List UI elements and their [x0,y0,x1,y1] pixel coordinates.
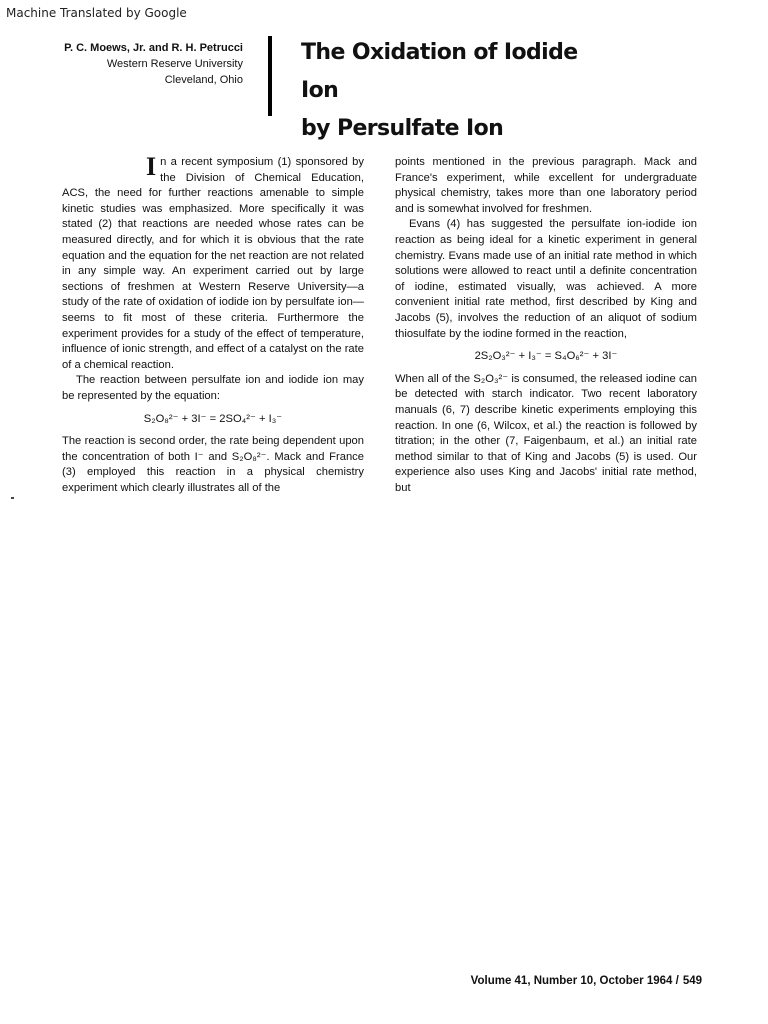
order-paragraph: The reaction is second order, the rate being dependent upon the concentration of both I⁻ and S₂O₈²⁻. Mack and France (3) employed this reaction in a physical chemistry experiment which clearly illustrates all of the [62,435,364,494]
scan-speck [11,497,14,499]
equation-1: S₂O₈²⁻ + 3I⁻ = 2SO₄²⁻ + I₃⁻ [143,412,283,425]
drop-cap: I [146,152,157,181]
article-title [301,34,601,148]
continuation-paragraph: points mentioned in the previous paragraph. Mack and France's experiment, while excellent for undergraduate physical chemistry, takes more than one laboratory period and is somewhat involved for freshmen. [395,156,697,215]
intro-paragraph [62,152,364,373]
intro-text: n a recent symposium (1) sponsored by the Division of Chemical Education, ACS, the need for further reactions amenable to simple kinetic studies was emphasized. More specifically it was stated (2) that reactions are needed whose rates can be measured directly, and for which it is obvious that the rate equation and the equation for the net reaction are not related in any simple way. An experiment carried out by large sections of freshmen at Western Reserve University—a study of the rate of oxidation of iodide ion by persulfate ion—seems to fit most of these criteria. Furthermore the experiment provides for a study of the effect of temperature, influence of ionic strength, and effect of a catalyst on the rate of a chemical reaction. [62,156,364,371]
author-block [40,40,243,88]
author-institution: Western Reserve University [106,58,243,70]
right-column [395,155,697,496]
author-city: Cleveland, Ohio [164,74,243,86]
evans-paragraph: Evans (4) has suggested the persulfate ion-iodide ion reaction as being ideal for a kinetic experiment in general chemistry. Evans made use of an initial rate method in which solutions were allowed to react until a definite concentration of iodine, estimated visually, was achieved. A more convenient initial rate method, first described by King and Jacobs (5), involves the reduction of an aliquot of sodium thiosulfate by the iodine formed in the reaction, [395,218,697,340]
left-column [62,152,364,496]
author-names: P. C. Moews, Jr. and R. H. Petrucci [64,42,243,54]
reaction-paragraph: The reaction between persulfate ion and iodide ion may be represented by the equation: [62,374,364,402]
page-footer [471,975,702,987]
title-line-1: The Oxidation of Iodide Ion [301,40,578,103]
machine-translation-banner: Machine Translated by Google [6,6,187,20]
title-line-2: by Persulfate Ion [301,116,504,141]
title-divider [268,36,272,116]
page-number: 549 [682,975,702,987]
journal-citation: Volume 41, Number 10, October 1964 / [470,975,679,987]
equation-2: 2S₂O₃²⁻ + I₃⁻ = S₄O₆²⁻ + 3I⁻ [474,350,618,363]
starch-paragraph: When all of the S₂O₃²⁻ is consumed, the released iodine can be detected with starch indicator. Two recent laboratory manuals (6, 7) describe kinetic experiments employing this reaction. In one (6, Wilcox, et al.) the reaction is followed by titration; in the other (7, Faigenbaum, et al.) an initial rate method similar to that of King and Jacobs (5) is used. Our experience also uses King and Jacobs' initial rate method, but [395,372,697,494]
